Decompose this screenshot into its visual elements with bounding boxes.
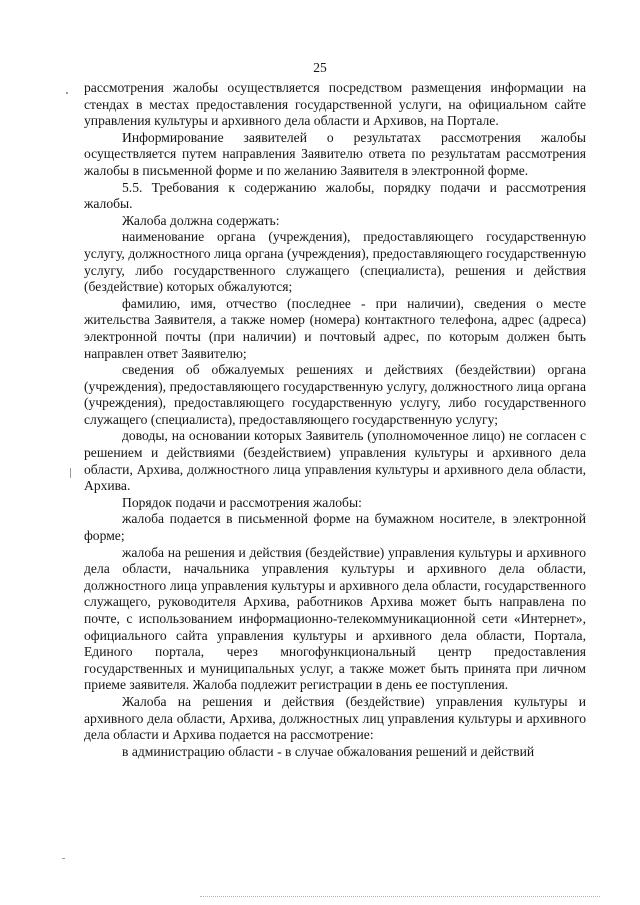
scan-artifact — [70, 468, 71, 478]
list-item-decisions-info: сведения об обжалуемых решениях и действиях (бездействии) органа (учреждения), предоставляющего государственную услугу, должностного лица органа (учреждения), предоставляющего государственную услугу, либо государственного служащего (специалиста), предоставляющего государственную услугу; — [84, 362, 586, 427]
paragraph-continuation: рассмотрения жалобы осуществляется посредством размещения информации на стендах в местах предоставления государственной услуги, на официальном сайте управления культуры и архивного дела области и Архивов, на Портале. — [84, 80, 586, 129]
list-item-applicant-details: фамилию, имя, отчество (последнее - при наличии), сведения о месте жительства Заявителя, а также номер (номера) контактного телефона, адрес (адреса) электронной почты (при наличии) и почтовый адрес, по которым должен быть направлен ответ Заявителю; — [84, 295, 586, 361]
list-item-body-name: наименование органа (учреждения), предоставляющего государственную услугу, должностного лица органа (учреждения), предоставляющего государственную услугу, либо государственного служащего (специалиста), решения и действия (бездействие) которых обжалуются; — [84, 229, 586, 295]
list-item-submission-form: жалоба подается в письменной форме на бумажном носителе, в электронной форме; — [84, 511, 586, 544]
paragraph-procedure-intro: Порядок подачи и рассмотрения жалобы: — [122, 494, 362, 510]
list-item-regional-administration: в администрацию области - в случае обжалования решений и действий — [122, 743, 535, 759]
paragraph-informing: Информирование заявителей о результатах рассмотрения жалобы осуществляется путем направления Заявителю ответа по результатам рассмотрения жалобы в письменной форме и по желанию Заявителя в электронной форме. — [84, 129, 586, 178]
scan-artifact — [62, 858, 65, 859]
document-body — [84, 80, 586, 760]
list-item-submission-channels: жалоба на решения и действия (бездействие) управления культуры и архивного дела области, начальника управления культуры и архивного дела области, должностного лица управления культуры и архивного дела области, государственного служащего, руководителя Архива, работников Архива может быть направлена по почте, с использованием информационно-телекоммуникационной сети «Интернет», официального сайта управления культуры и архивного дела области, Портала, Единого портала, через многофункциональный центр предоставления государственных и муниципальных услуг, а также может быть принята при личном приеме заявителя. Жалоба подлежит регистрации в день ее поступления. — [84, 544, 586, 693]
page-number: 25 — [313, 60, 327, 75]
paragraph-submission-recipients: Жалоба на решения и действия (бездействие) управления культуры и архивного дела области, Архива, должностных лиц управления культуры и архивного дела области и Архива подается на рассмотрение: — [84, 693, 586, 743]
paragraph-complaint-contents-intro: Жалоба должна содержать: — [122, 212, 280, 228]
scan-artifact — [66, 92, 68, 94]
list-item-arguments: доводы, на основании которых Заявитель (уполномоченное лицо) не согласен с решением и действиями (бездействием) управления культуры и архивного дела области, Архива, должностного лица управления культуры и архивного дела области, Архива. — [84, 428, 586, 494]
section-heading-5-5: 5.5. Требования к содержанию жалобы, порядку подачи и рассмотрения жалобы. — [84, 179, 586, 212]
bottom-edge-artifact — [200, 896, 600, 897]
